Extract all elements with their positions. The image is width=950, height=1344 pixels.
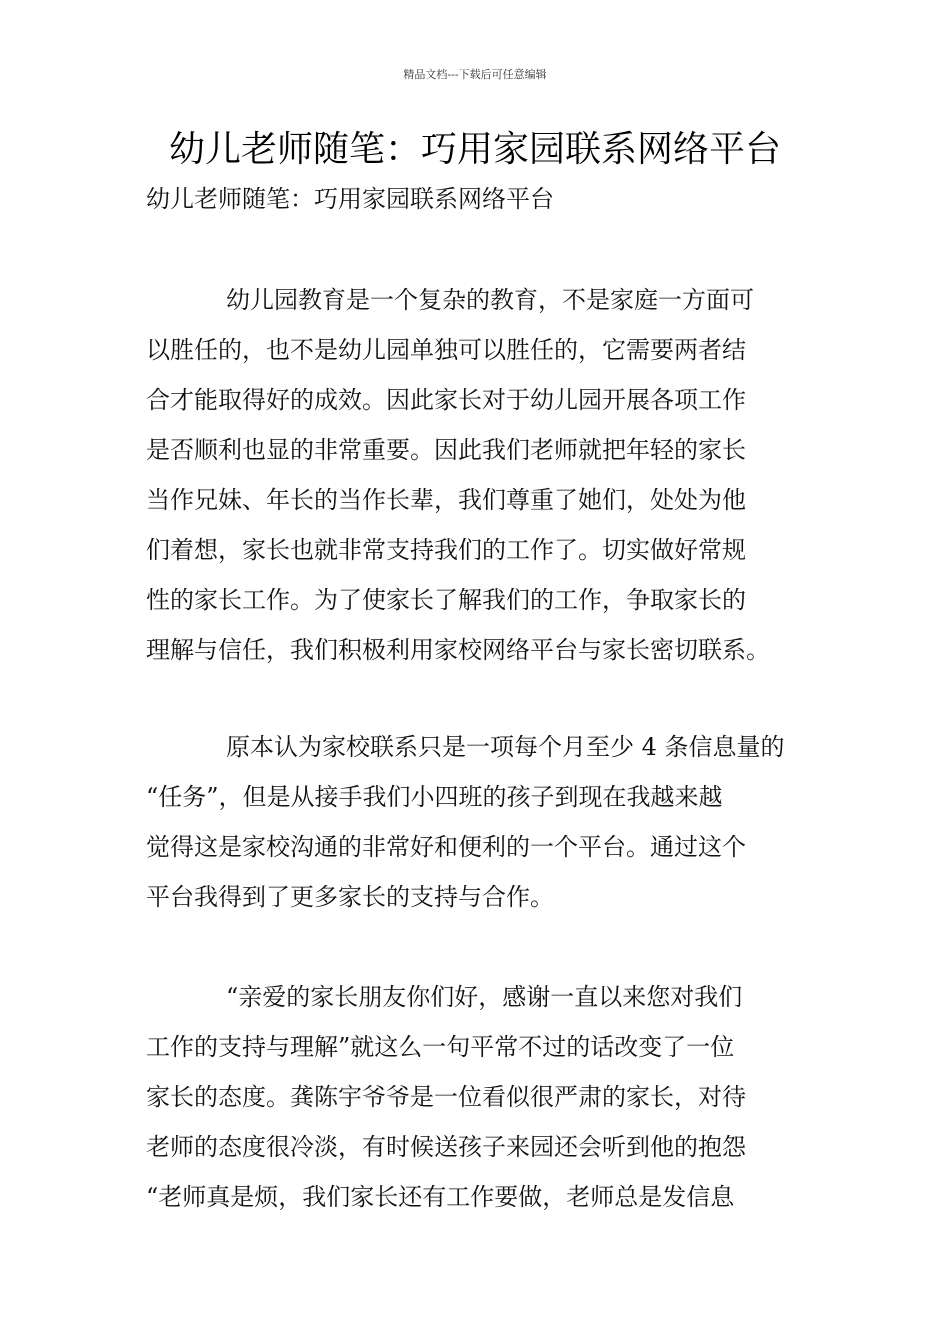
document-subtitle: 幼儿老师随笔：巧用家园联系网络平台: [146, 185, 554, 213]
paragraph-line: 觉得这是家校沟通的非常好和便利的一个平台。通过这个: [146, 833, 746, 861]
paragraph-2: [146, 722, 806, 922]
paragraph-1: [146, 275, 806, 675]
paragraph-line: 工作的支持与理解”就这么一句平常不过的话改变了一位: [146, 1033, 735, 1061]
paragraph-line: 家长的态度。龚陈宇爷爷是一位看似很严肃的家长，对待: [146, 1083, 746, 1111]
paragraph-line: 们着想，家长也就非常支持我们的工作了。切实做好常规: [146, 536, 746, 564]
paragraph-line: 合才能取得好的成效。因此家长对于幼儿园开展各项工作: [146, 386, 746, 414]
paragraph-line: 老师的态度很冷淡，有时候送孩子来园还会听到他的抱怨: [146, 1133, 746, 1161]
paragraph-line: 原本认为家校联系只是一项每个月至少 4 条信息量的: [226, 733, 785, 761]
document-title: 幼儿老师随笔：巧用家园联系网络平台: [168, 129, 781, 170]
paragraph-3: [146, 972, 806, 1222]
paragraph-line: 幼儿园教育是一个复杂的教育，不是家庭一方面可: [226, 286, 754, 314]
paragraph-line: “老师真是烦，我们家长还有工作要做，老师总是发信息: [146, 1183, 735, 1211]
paragraph-line: 平台我得到了更多家长的支持与合作。: [146, 883, 554, 911]
paragraph-line: 以胜任的，也不是幼儿园单独可以胜任的，它需要两者结: [146, 336, 746, 364]
paragraph-line: “亲爱的家长朋友你们好，感谢一直以来您对我们: [226, 983, 743, 1011]
paragraph-line: 理解与信任，我们积极利用家校网络平台与家长密切联系。: [146, 636, 770, 664]
paragraph-line: 是否顺利也显的非常重要。因此我们老师就把年轻的家长: [146, 436, 746, 464]
page-header-note: 精品文档---下载后可任意编辑: [403, 68, 547, 81]
paragraph-line: 性的家长工作。为了使家长了解我们的工作，争取家长的: [146, 586, 746, 614]
paragraph-line: 当作兄妹、年长的当作长辈，我们尊重了她们，处处为他: [146, 486, 746, 514]
paragraph-line: “任务”，但是从接手我们小四班的孩子到现在我越来越: [146, 783, 723, 811]
